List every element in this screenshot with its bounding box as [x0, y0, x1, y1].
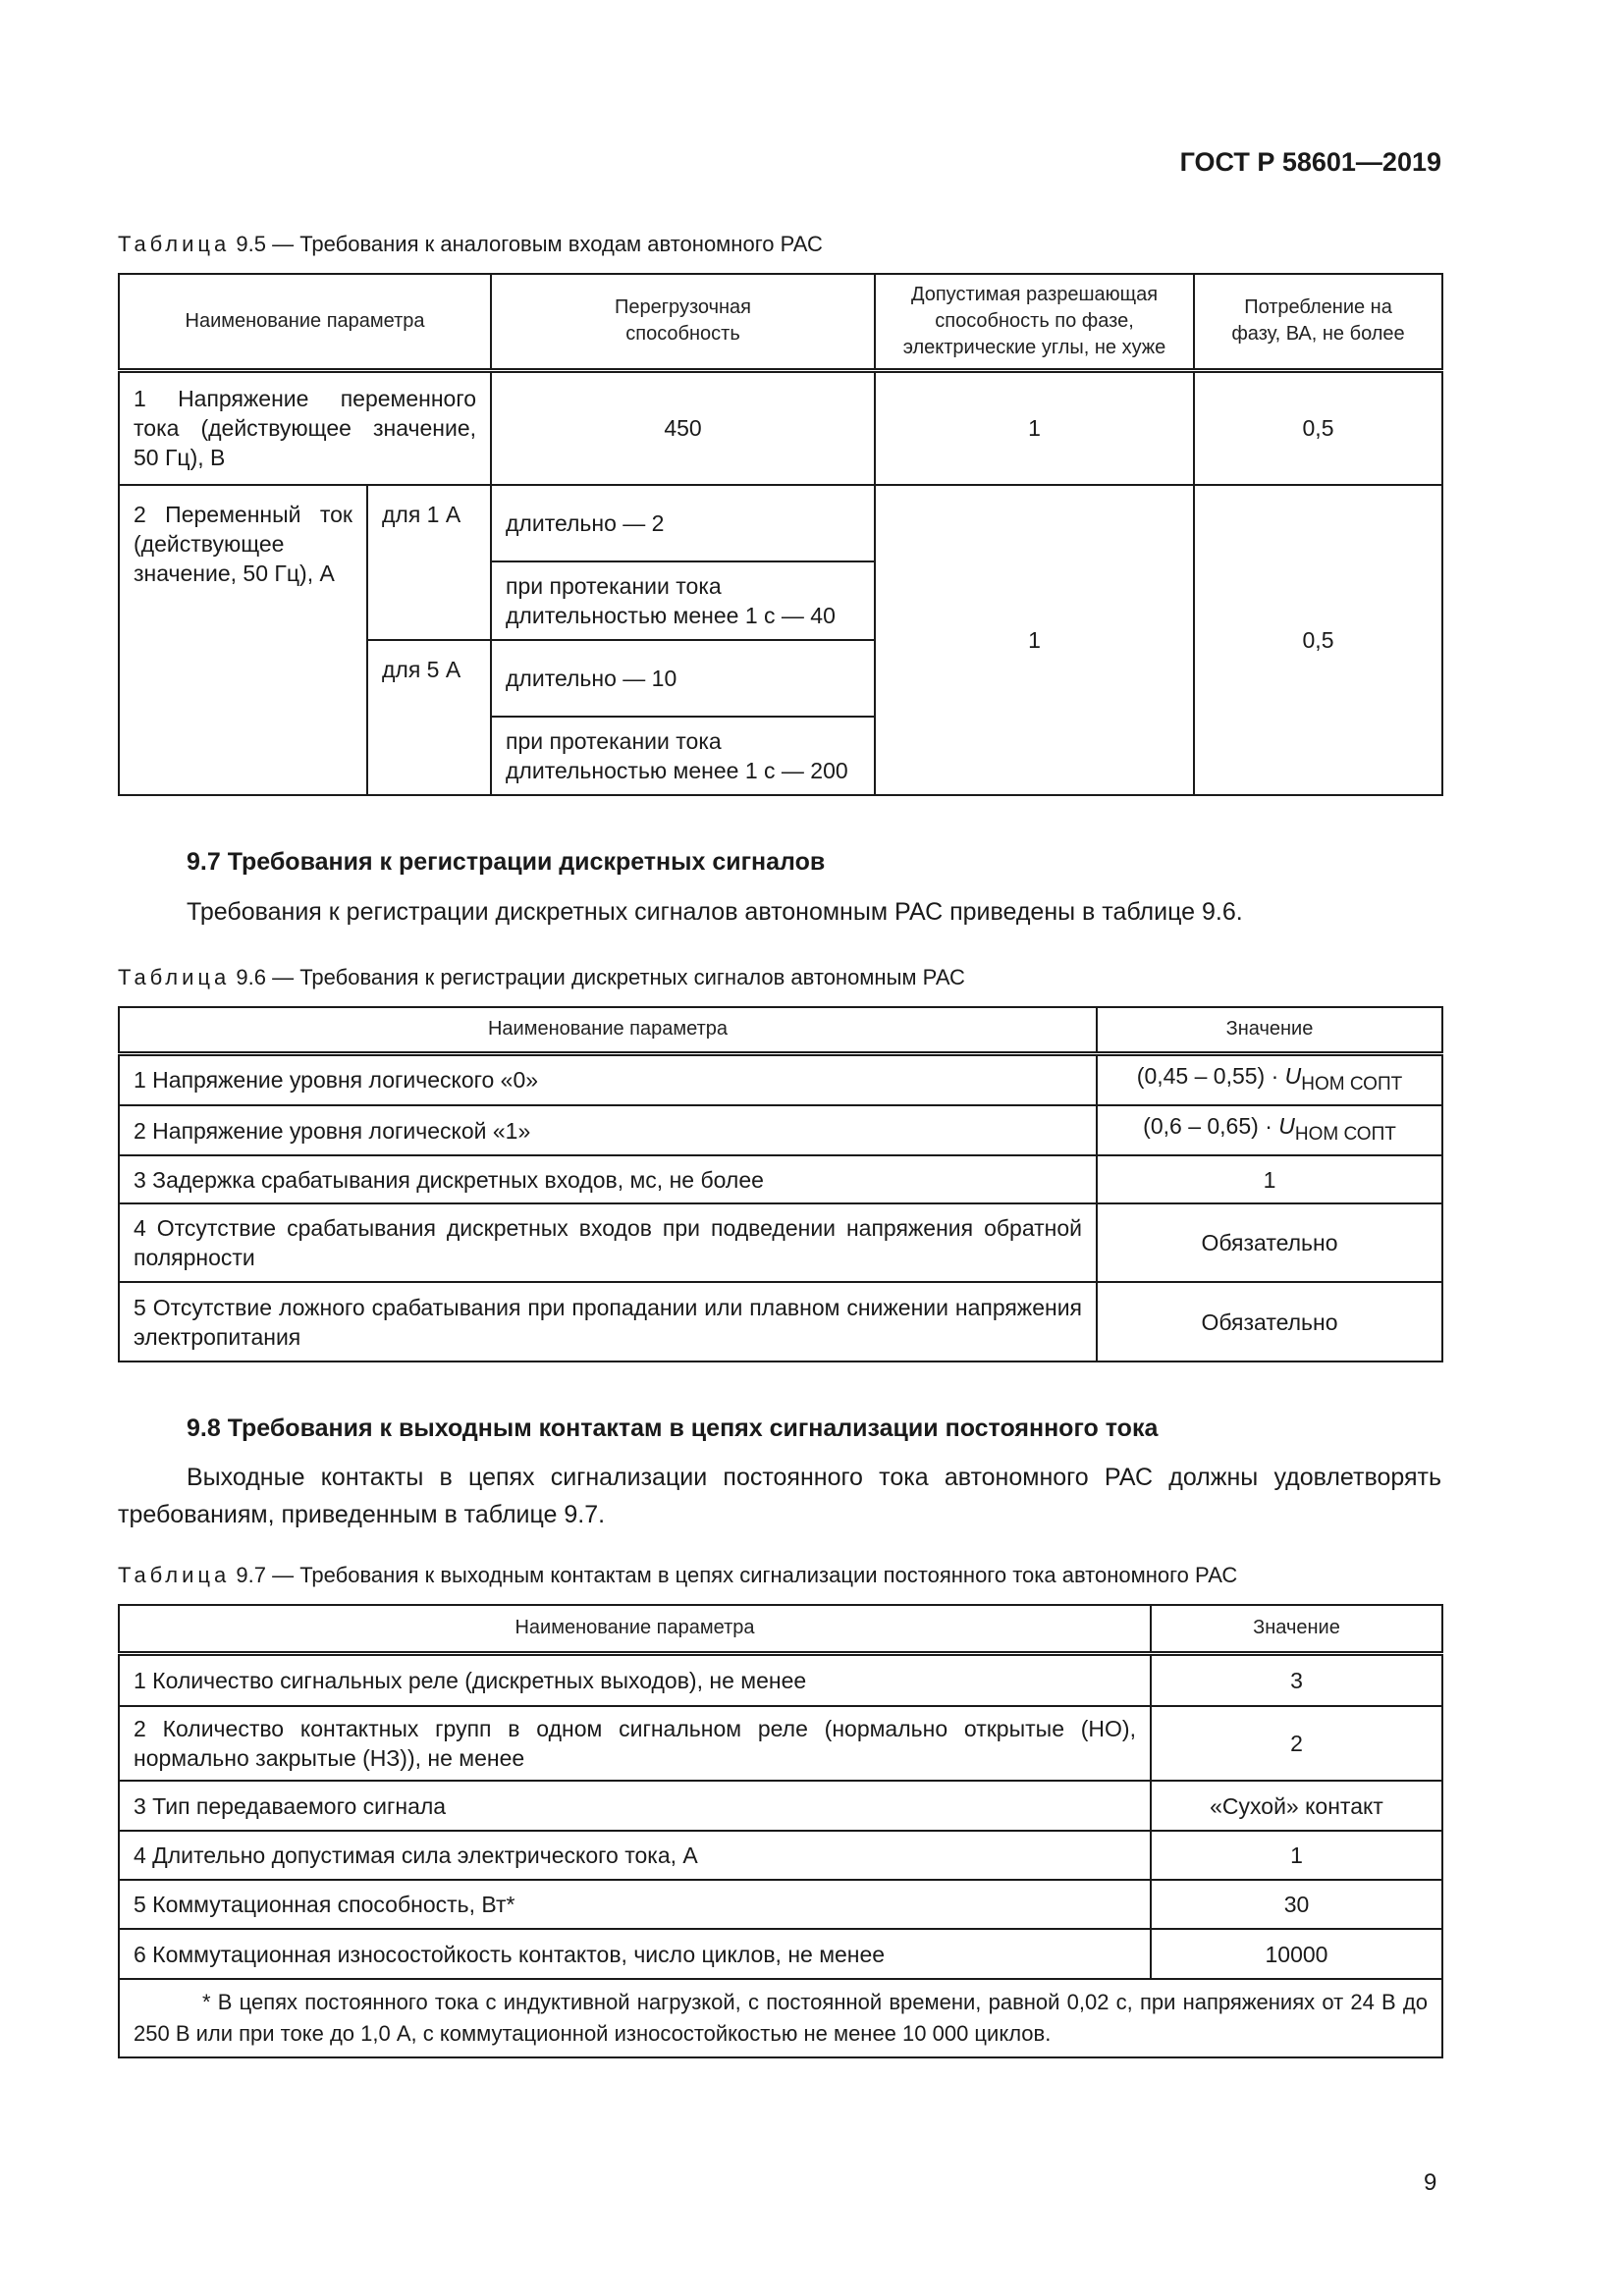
param-cell: 5 Коммутационная способность, Вт*: [119, 1880, 1151, 1929]
value-cell: 2: [1151, 1706, 1442, 1781]
header-cell: Допустимая разрешающая способность по фазе, электрические углы, не хуже: [875, 274, 1194, 370]
value-cell: 1: [875, 485, 1194, 795]
param-cell: 4 Отсутствие срабатывания дискретных входов при подведении напряжения обратной полярности: [119, 1203, 1097, 1282]
value-cell: «Сухой» контакт: [1151, 1781, 1442, 1831]
value-cell: 450: [491, 370, 875, 485]
value-cell: 30: [1151, 1880, 1442, 1929]
table-row: [119, 1282, 1442, 1362]
table-row: [119, 1653, 1442, 1706]
param-cell: 5 Отсутствие ложного срабатывания при пропадании или плавном снижении напряжения электропитания: [119, 1282, 1097, 1362]
table-9-6: [118, 1006, 1443, 1362]
table-row: [119, 1203, 1442, 1282]
variable: U: [1284, 1062, 1302, 1089]
sub-param-cell: для 5 А: [367, 640, 491, 795]
table-row: [119, 1706, 1442, 1781]
param-cell: 1 Напряжение переменного тока (действующее значение, 50 Гц), В: [119, 370, 491, 485]
value-cell: [1097, 1053, 1442, 1105]
param-cell: 1 Количество сигнальных реле (дискретных выходов), не менее: [119, 1653, 1151, 1706]
value-cell: [1097, 1105, 1442, 1155]
param-cell: 2 Напряжение уровня логической «1»: [119, 1105, 1097, 1155]
header-cell: Значение: [1151, 1605, 1442, 1653]
page-number: 9: [1424, 2169, 1437, 2196]
caption-prefix: Таблица: [118, 965, 231, 989]
value-cell: 1: [875, 370, 1194, 485]
value-cell: длительно — 2: [491, 485, 875, 561]
caption-prefix: Таблица: [118, 1563, 231, 1587]
table-row: [119, 370, 1442, 485]
table-row: [119, 1781, 1442, 1831]
value-cell: при протекании тока длительностью менее 1 с — 40: [491, 561, 875, 640]
caption-prefix: Таблица: [118, 232, 231, 256]
variable: U: [1278, 1113, 1295, 1139]
section-9-7-heading: 9.7 Требования к регистрации дискретных сигналов: [187, 848, 826, 876]
table-row: [119, 1105, 1442, 1155]
header-cell: Наименование параметра: [119, 1605, 1151, 1653]
header-cell: Наименование параметра: [119, 1007, 1097, 1053]
header-cell: Наименование параметра: [119, 274, 491, 370]
value-cell: Обязательно: [1097, 1282, 1442, 1362]
section-9-7-text: Требования к регистрации дискретных сигналов автономным РАС приведены в таблице 9.6.: [187, 898, 1243, 926]
table-9-6-caption: [118, 965, 965, 990]
table-9-5: [118, 273, 1443, 796]
param-cell: 2 Переменный ток (действующее значение, 50 Гц), А: [119, 485, 367, 795]
table-row: [119, 1831, 1442, 1880]
value-cell: 10000: [1151, 1929, 1442, 1979]
table-9-7-caption: [118, 1563, 1237, 1588]
header-cell: Значение: [1097, 1007, 1442, 1053]
table-9-7: [118, 1604, 1443, 2058]
header-cell: Потребление на фазу, ВА, не более: [1194, 274, 1442, 370]
param-cell: 1 Напряжение уровня логического «0»: [119, 1053, 1097, 1105]
caption-text: 9.7 — Требования к выходным контактам в цепях сигнализации постоянного тока автономного РАС: [236, 1563, 1238, 1587]
table-row: [119, 1880, 1442, 1929]
value-cell: 1: [1151, 1831, 1442, 1880]
table-row: [119, 485, 1442, 561]
table-row: [119, 1929, 1442, 1979]
value-cell: Обязательно: [1097, 1203, 1442, 1282]
param-cell: 4 Длительно допустимая сила электрического тока, А: [119, 1831, 1151, 1880]
value-text: (0,6 – 0,65) ·: [1143, 1113, 1279, 1139]
table-row: [119, 1155, 1442, 1203]
caption-text: 9.6 — Требования к регистрации дискретных сигналов автономным РАС: [236, 965, 965, 989]
document-code: ГОСТ Р 58601—2019: [1179, 147, 1441, 177]
subscript: НОМ СОПТ: [1294, 1124, 1396, 1145]
table-row: [119, 1053, 1442, 1105]
value-cell: при протекании тока длительностью менее 1 с — 200: [491, 717, 875, 795]
param-cell: 3 Задержка срабатывания дискретных входов, мс, не более: [119, 1155, 1097, 1203]
value-cell: 0,5: [1194, 370, 1442, 485]
param-cell: 3 Тип передаваемого сигнала: [119, 1781, 1151, 1831]
param-cell: 2 Количество контактных групп в одном сигнальном реле (нормально открытые (НО), нормально закрытые (НЗ)), не менее: [119, 1706, 1151, 1781]
value-cell: 1: [1097, 1155, 1442, 1203]
header-cell: Перегрузочная способность: [491, 274, 875, 370]
caption-text: 9.5 — Требования к аналоговым входам автономного РАС: [236, 232, 823, 256]
section-9-8-heading: 9.8 Требования к выходным контактам в цепях сигнализации постоянного тока: [187, 1415, 1159, 1442]
footnote: * В цепях постоянного тока с индуктивной нагрузкой, с постоянной времени, равной 0,02 с, при напряжениях от 24 В до 250 В или при токе до 1,0 А, с коммутационной износостойкостью не менее 10 000 циклов.: [119, 1979, 1442, 2057]
subscript: НОМ СОПТ: [1301, 1073, 1403, 1095]
param-cell: 6 Коммутационная износостойкость контактов, число циклов, не менее: [119, 1929, 1151, 1979]
table-9-5-caption: [118, 232, 823, 257]
value-cell: 0,5: [1194, 485, 1442, 795]
value-cell: 3: [1151, 1653, 1442, 1706]
value-cell: длительно — 10: [491, 640, 875, 717]
sub-param-cell: для 1 А: [367, 485, 491, 640]
value-text: (0,45 – 0,55) ·: [1136, 1062, 1285, 1089]
footnote-row: [119, 1979, 1442, 2057]
section-9-8-text: Выходные контакты в цепях сигнализации постоянного тока автономного РАС должны удовлетворять требованиям, приведенным в таблице 9.7.: [118, 1464, 1441, 1528]
